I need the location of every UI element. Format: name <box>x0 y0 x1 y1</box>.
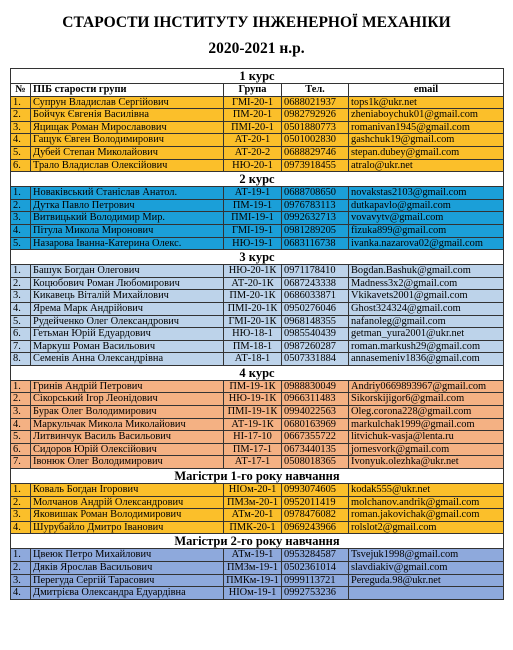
email[interactable]: Ghost324324@gmail.com <box>349 302 504 315</box>
section-header <box>11 469 504 484</box>
row-number: 4. <box>11 302 31 315</box>
email[interactable]: slavdiakiv@gmail.com <box>349 562 504 575</box>
phone: 0993074605 <box>282 484 349 497</box>
phone: 0501002830 <box>282 134 349 147</box>
group-code: ГМІ-20-1 <box>224 96 282 109</box>
phone: 0688021937 <box>282 96 349 109</box>
section-title: Магістри 2-го року навчання <box>11 534 504 549</box>
column-header: email <box>349 84 504 97</box>
row-number: 4. <box>11 134 31 147</box>
row-number: 7. <box>11 340 31 353</box>
phone: 0953284587 <box>282 549 349 562</box>
row-number: 2. <box>11 496 31 509</box>
group-code: ПМК-20-1 <box>224 521 282 534</box>
group-code: НЮ-19-1 <box>224 237 282 250</box>
table-row <box>11 456 504 469</box>
section-title: 3 курс <box>11 250 504 265</box>
head-name: Дяків Ярослав Васильович <box>31 562 224 575</box>
section-header <box>11 69 504 84</box>
table-row <box>11 496 504 509</box>
section-title: 1 курс <box>11 69 504 84</box>
phone: 0508018365 <box>282 456 349 469</box>
head-name: Маркульчак Микола Миколайович <box>31 418 224 431</box>
section-header <box>11 534 504 549</box>
email[interactable]: Bogdan.Bashuk@gmail.com <box>349 265 504 278</box>
row-number: 2. <box>11 393 31 406</box>
table-row <box>11 237 504 250</box>
group-code: НІОм-19-1 <box>224 587 282 600</box>
phone: 0978476082 <box>282 509 349 522</box>
phone: 0687243338 <box>282 277 349 290</box>
row-number: 2. <box>11 562 31 575</box>
table-row <box>11 96 504 109</box>
email[interactable]: ivanka.nazarova02@gmail.com <box>349 237 504 250</box>
group-code: АТ-19-1К <box>224 418 282 431</box>
phone: 0988830049 <box>282 380 349 393</box>
column-header: ПІБ старости групи <box>31 84 224 97</box>
head-name: Трало Владислав Олексійович <box>31 159 224 172</box>
group-code: АТ-20-2 <box>224 146 282 159</box>
group-code: АТ-20-1 <box>224 134 282 147</box>
email[interactable]: novakstas2103@gmail.com <box>349 187 504 200</box>
head-name: Перегуда Сергій Тарасович <box>31 574 224 587</box>
head-name: Дмитрієва Олександра Едуардівна <box>31 587 224 600</box>
row-number: 3. <box>11 290 31 303</box>
head-name: Ярема Марк Андрійович <box>31 302 224 315</box>
head-name: Новаківський Станіслав Анатол. <box>31 187 224 200</box>
email[interactable]: Pereguda.98@ukr.net <box>349 574 504 587</box>
email[interactable]: stepan.dubey@gmail.com <box>349 146 504 159</box>
phone: 0686033871 <box>282 290 349 303</box>
group-code: ПМ-17-1 <box>224 443 282 456</box>
head-name: Назарова Іванна-Катерина Олекс. <box>31 237 224 250</box>
phone: 0976783113 <box>282 199 349 212</box>
section-title: 2 курс <box>11 172 504 187</box>
row-number: 6. <box>11 328 31 341</box>
email[interactable]: Oleg.corona228@gmail.com <box>349 406 504 419</box>
group-code: ПМ-20-1 <box>224 109 282 122</box>
table-row <box>11 340 504 353</box>
heads-table <box>10 68 504 600</box>
phone: 0502361014 <box>282 562 349 575</box>
row-number: 1. <box>11 484 31 497</box>
group-code: АТм-20-1 <box>224 509 282 522</box>
table-row <box>11 562 504 575</box>
row-number: 4. <box>11 224 31 237</box>
table-row <box>11 315 504 328</box>
column-header: Тел. <box>282 84 349 97</box>
phone: 0994022563 <box>282 406 349 419</box>
row-number: 5. <box>11 146 31 159</box>
document-title: СТАРОСТИ ІНСТИТУТУ ІНЖЕНЕРНОЇ МЕХАНІКИ <box>62 14 451 31</box>
email[interactable]: tops1k@ukr.net <box>349 96 504 109</box>
row-number: 6. <box>11 443 31 456</box>
group-code: АТ-18-1 <box>224 353 282 366</box>
group-code: НІОм-20-1 <box>224 484 282 497</box>
phone: 0969243966 <box>282 521 349 534</box>
group-code: ПМЗм-19-1 <box>224 562 282 575</box>
email[interactable]: Tsvejuk1998@gmail.com <box>349 549 504 562</box>
table-row <box>11 328 504 341</box>
group-code: НІ-17-10 <box>224 431 282 444</box>
head-name: Семенів Анна Олександрівна <box>31 353 224 366</box>
head-name: Коваль Богдан Ігорович <box>31 484 224 497</box>
head-name: Витвицький Володимир Мир. <box>31 212 224 225</box>
email[interactable]: roman.markush29@gmail.com <box>349 340 504 353</box>
email[interactable]: roman.jakovichak@gmail.com <box>349 509 504 522</box>
email <box>349 587 504 600</box>
table-row <box>11 353 504 366</box>
email[interactable]: dutkapavlo@gmail.com <box>349 199 504 212</box>
row-number: 1. <box>11 265 31 278</box>
table-row <box>11 587 504 600</box>
table-row <box>11 302 504 315</box>
table-row <box>11 574 504 587</box>
email[interactable]: fizuka899@gmail.com <box>349 224 504 237</box>
row-number: 5. <box>11 237 31 250</box>
row-number: 1. <box>11 549 31 562</box>
head-name: Шурубайло Дмитро Іванович <box>31 521 224 534</box>
phone: 0952011419 <box>282 496 349 509</box>
table-row <box>11 418 504 431</box>
phone: 0688708650 <box>282 187 349 200</box>
phone: 0683116738 <box>282 237 349 250</box>
table-row <box>11 146 504 159</box>
head-name: Дубей Степан Миколайович <box>31 146 224 159</box>
email[interactable]: kodak555@ukr.net <box>349 484 504 497</box>
row-number: 3. <box>11 406 31 419</box>
phone: 0987260287 <box>282 340 349 353</box>
phone: 0680163969 <box>282 418 349 431</box>
email[interactable]: zheniaboychuk01@gmail.com <box>349 109 504 122</box>
phone: 0982792926 <box>282 109 349 122</box>
table-row <box>11 509 504 522</box>
group-code: ПМ-20-1К <box>224 290 282 303</box>
table-row <box>11 187 504 200</box>
head-name: Пітула Микола Миронович <box>31 224 224 237</box>
email[interactable]: Ivonyuk.olezhka@ukr.net <box>349 456 504 469</box>
group-code: ПМІ-19-1К <box>224 406 282 419</box>
table-row <box>11 121 504 134</box>
row-number: 2. <box>11 277 31 290</box>
email[interactable]: Vkikavets2001@gmail.com <box>349 290 504 303</box>
table-row <box>11 431 504 444</box>
table-row <box>11 134 504 147</box>
phone: 0999113721 <box>282 574 349 587</box>
email[interactable]: vovavytv@gmail.com <box>349 212 504 225</box>
head-name: Маркуш Роман Васильович <box>31 340 224 353</box>
email[interactable]: annasemeniv1836@gmail.com <box>349 353 504 366</box>
row-number: 2. <box>11 109 31 122</box>
column-header-row <box>11 84 504 97</box>
phone: 0501880773 <box>282 121 349 134</box>
row-number: 4. <box>11 521 31 534</box>
row-number: 1. <box>11 187 31 200</box>
head-name: Яковишак Роман Володимирович <box>31 509 224 522</box>
head-name: Яцищак Роман Мирославович <box>31 121 224 134</box>
table-row <box>11 159 504 172</box>
row-number: 5. <box>11 431 31 444</box>
section-header <box>11 365 504 380</box>
table-row <box>11 224 504 237</box>
group-code: ПМКм-19-1 <box>224 574 282 587</box>
group-code: АТ-20-1К <box>224 277 282 290</box>
row-number: 8. <box>11 353 31 366</box>
phone: 0992753236 <box>282 587 349 600</box>
table-row <box>11 549 504 562</box>
table-row <box>11 443 504 456</box>
email[interactable]: rolslot2@gmail.com <box>349 521 504 534</box>
group-code: АТ-19-1 <box>224 187 282 200</box>
group-code: ГМІ-20-1К <box>224 315 282 328</box>
head-name: Гетьман Юрій Едуардович <box>31 328 224 341</box>
table-row <box>11 265 504 278</box>
group-code: АТм-19-1 <box>224 549 282 562</box>
row-number: 1. <box>11 96 31 109</box>
phone: 0507331884 <box>282 353 349 366</box>
head-name: Гринів Андрій Петрович <box>31 380 224 393</box>
group-code: ПМІ-20-1К <box>224 302 282 315</box>
phone: 0992632713 <box>282 212 349 225</box>
email[interactable]: molchanov.andrik@gmail.com <box>349 496 504 509</box>
phone: 0688829746 <box>282 146 349 159</box>
phone: 0981289205 <box>282 224 349 237</box>
academic-year: 2020-2021 н.р. <box>208 40 305 57</box>
row-number: 3. <box>11 574 31 587</box>
head-name: Кикавець Віталій Михайлович <box>31 290 224 303</box>
email[interactable]: litvichuk-vasja@lenta.ru <box>349 431 504 444</box>
group-code: АТ-17-1 <box>224 456 282 469</box>
row-number: 7. <box>11 456 31 469</box>
section-header <box>11 172 504 187</box>
phone: 0966311483 <box>282 393 349 406</box>
group-code: ПМЗм-20-1 <box>224 496 282 509</box>
table-row <box>11 406 504 419</box>
row-number: 3. <box>11 212 31 225</box>
group-code: НЮ-20-1К <box>224 265 282 278</box>
head-name: Литвинчук Василь Васильович <box>31 431 224 444</box>
email[interactable]: Andriy0669893967@gmail.com <box>349 380 504 393</box>
group-code: НЮ-19-1К <box>224 393 282 406</box>
email[interactable]: gashchuk19@gmail.com <box>349 134 504 147</box>
head-name: Молчанов Андрій Олександрович <box>31 496 224 509</box>
head-name: Бурак Олег Володимирович <box>31 406 224 419</box>
row-number: 2. <box>11 199 31 212</box>
column-header: № <box>11 84 31 97</box>
row-number: 3. <box>11 509 31 522</box>
group-code: ПМІ-19-1 <box>224 212 282 225</box>
email[interactable]: Sikorskijigor6@gmail.com <box>349 393 504 406</box>
email[interactable]: markulchak1999@gmail.com <box>349 418 504 431</box>
group-code: ГМІ-19-1 <box>224 224 282 237</box>
head-name: Супрун Владислав Сергійович <box>31 96 224 109</box>
head-name: Коцюбович Роман Любомирович <box>31 277 224 290</box>
group-code: ПМ-19-1К <box>224 380 282 393</box>
table-row <box>11 109 504 122</box>
phone: 0673440135 <box>282 443 349 456</box>
table-row <box>11 393 504 406</box>
group-code: ПМ-19-1 <box>224 199 282 212</box>
group-code: НЮ-20-1 <box>224 159 282 172</box>
table-row <box>11 277 504 290</box>
phone: 0667355722 <box>282 431 349 444</box>
head-name: Сидоров Юрій Олексійович <box>31 443 224 456</box>
table-row <box>11 380 504 393</box>
table-row <box>11 484 504 497</box>
section-title: 4 курс <box>11 365 504 380</box>
email[interactable]: romanivan1945@gmail.com <box>349 121 504 134</box>
email[interactable]: nafanoleg@gmail.com <box>349 315 504 328</box>
table-row <box>11 521 504 534</box>
section-header <box>11 250 504 265</box>
phone: 0971178410 <box>282 265 349 278</box>
row-number: 6. <box>11 159 31 172</box>
head-name: Сікорський Ігор Леонідович <box>31 393 224 406</box>
row-number: 4. <box>11 418 31 431</box>
row-number: 1. <box>11 380 31 393</box>
section-title: Магістри 1-го року навчання <box>11 469 504 484</box>
phone: 0968148355 <box>282 315 349 328</box>
phone: 0950276046 <box>282 302 349 315</box>
group-code: НЮ-18-1 <box>224 328 282 341</box>
row-number: 3. <box>11 121 31 134</box>
row-number: 4. <box>11 587 31 600</box>
group-code: ПМ-18-1 <box>224 340 282 353</box>
email[interactable]: jornesvork@gmail.com <box>349 443 504 456</box>
head-name: Рудейченко Олег Олександрович <box>31 315 224 328</box>
head-name: Гащук Євген Володимирович <box>31 134 224 147</box>
column-header: Група <box>224 84 282 97</box>
email[interactable]: getman_yura2001@ukr.net <box>349 328 504 341</box>
head-name: Цвеюк Петро Михайлович <box>31 549 224 562</box>
head-name: Дутка Павло Петрович <box>31 199 224 212</box>
table-row <box>11 212 504 225</box>
row-number: 5. <box>11 315 31 328</box>
group-code: ПМІ-20-1 <box>224 121 282 134</box>
phone: 0985540439 <box>282 328 349 341</box>
head-name: Бойчук Євгенія Василівна <box>31 109 224 122</box>
head-name: Івонюк Олег Володимирович <box>31 456 224 469</box>
table-row <box>11 290 504 303</box>
email[interactable]: Madness3x2@gmail.com <box>349 277 504 290</box>
phone: 0973918455 <box>282 159 349 172</box>
head-name: Башук Богдан Олегович <box>31 265 224 278</box>
table-row <box>11 199 504 212</box>
email[interactable]: atralo@ukr.net <box>349 159 504 172</box>
